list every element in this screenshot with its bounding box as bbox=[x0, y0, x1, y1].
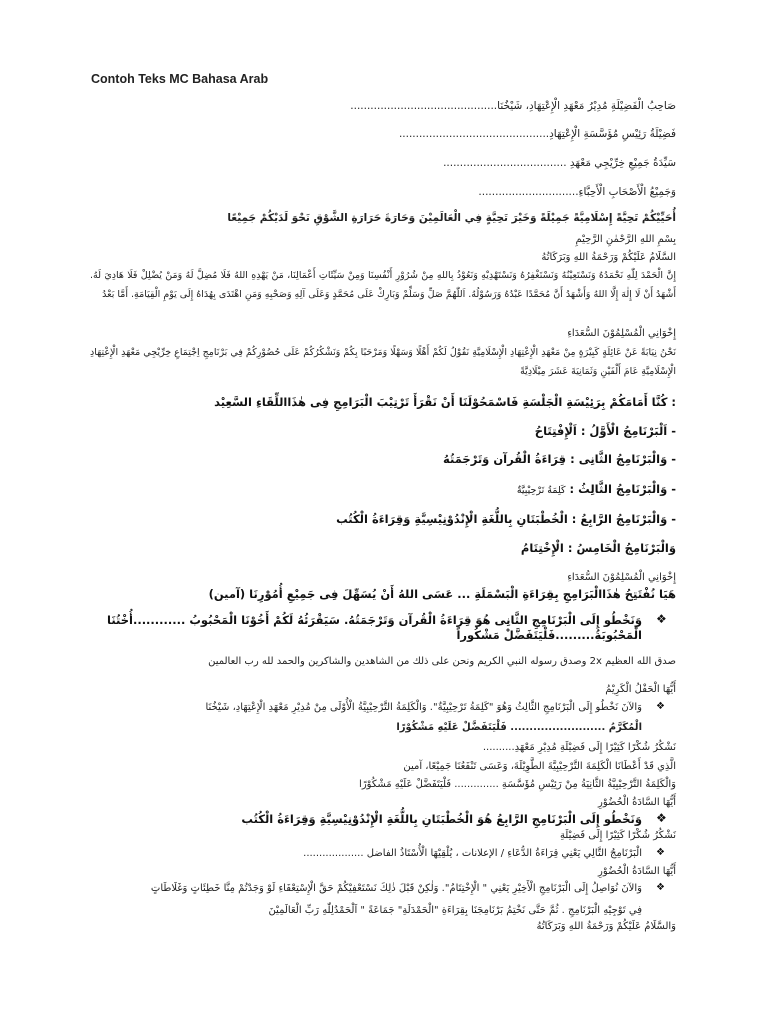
thanks-line: نَشْكُرُ شُكْرًا كَثِيْرًا إِلَى فَضِيْلَةِ bbox=[559, 830, 676, 841]
welcome-paragraph: نَحْنُ نِيَابَةً عَنْ عَائِلَةٍ كَبِيْرَةٍ مِنْ مَعْهَدِ الْإِعْتِهَادِ الْإِسْلَامِيَّةِ نَقُوْلُ لَكُمْ أَهْلًا وَسَهْلًا وَمَرْحَبًا بِكُمْ وَنَشْكُرُكُمْ عَلَى حُضُوْرِكُمْ فِي بَرْنَامِجِ اِجْتِمَاعِ خِرِّيْجِي مَعْهَدِ الْإِعْتِهَادِ الْإِسْلَامِيَّةِ عَامَ أَلْفَيْنِ وَثَمَانِيَةَ عَشَرَ مِيْلَادِيَّةً bbox=[90, 347, 676, 377]
closing-announce: وَالآنَ نُوَاصِلُ إِلَى الْبَرْنَامِجِ الْأَخِيْرِ يَعْنِي " الْإِخْتِتَامُ". وَلٰكِنْ قَبْلَ ذٰلِكَ نَسْتَعْفِيْكُمْ حَقَّ الْإِسْتِعْفَاءِ لَوْ وَجَدْتُمْ مِنَّا خَطِئَاتٍ وَغَلَاطَاتٍ bbox=[150, 883, 642, 894]
basmalah: بِسْمِ اللهِ الرَّحْمٰنِ الرَّحِيْمِ bbox=[575, 234, 676, 245]
second-speech: وَالْكَلِمَةُ التَّرْحِيْبِيَّةُ الثَّانِيَةُ مِنْ رَئِيْسِ مُؤَسَّسَةِ .............. فَلْيَتَفَضَّلْ عَلَيْهِ مَشْكُوْرًا bbox=[359, 779, 676, 790]
bullet-icon: ❖ bbox=[656, 811, 667, 825]
open-with-basmalah: هَيَا نُفْتَتِحُ هٰذَاالْبَرَامِجِ بِقِرَاءَةِ الْبَسْمَلَةِ ... عَسَى اللهُ أَنْ يُسَهِّلَ فِى جَمِيْعِ أُمُوْرِنَا (آمين) bbox=[208, 587, 676, 601]
bullet-icon: ❖ bbox=[656, 612, 667, 626]
bullet-icon: ❖ bbox=[656, 847, 665, 858]
bullet-icon: ❖ bbox=[656, 882, 665, 893]
salutation-director: صَاحِبُ الْفَضِيْلَةِ مُدِيْرُ مَعْهَدِ الْإِعْتِهَادِ، شَيْخُنَا............................................ bbox=[350, 100, 676, 112]
salam-closing: وَالسَّلَامُ عَلَيْكُمْ وَرَحْمَةُ اللهِ وَبَرَكَاتُهُ bbox=[536, 921, 676, 932]
program-intro: : كُنَّا أَمَامَكُمْ بِرَئِيْسَةِ الْجَلْسَةِ فَاسْمَحُوْلَنَا أَنْ نَقْرَأَ تَرْتِيْبَ الْبَرَامِجِ فِى هٰذَااللِّقَاءِ السَّعِيْد bbox=[214, 395, 676, 409]
bullet-icon: ❖ bbox=[656, 701, 665, 712]
salutation-friends: وَجَمِيْعُ الْأَصْحَابِ الْأَحِبَّاءِ.............................. bbox=[478, 186, 676, 198]
welcome-speech-invite: الْمُكَرَّمُ ......................... فَلْيَتَفَضَّلْ عَلَيْهِ مَشْكُوْرًا bbox=[396, 722, 642, 733]
salutation-alumni: سَيِّدَةُ جَمِيْعِ خِرِّيْجِي مَعْهَدِ ..................................... bbox=[443, 157, 676, 169]
program-4: - وَالْبَرْنَامِجُ الرَّابِعُ : الْخُطْبَتَانِ بِاللُّغَةِ الْإِنْدُوْنِيْسِيَّةِ وَقِرَاءَةُ الْكُتُب bbox=[336, 512, 676, 526]
address-muslims: إِخْوَانِي الْمُسْلِمُوْنَ السُّعَدَاءِ bbox=[567, 328, 676, 339]
page-title: Contoh Teks MC Bahasa Arab bbox=[91, 72, 269, 86]
greeting-line: أُحَيِّيْكُمْ تَحِيَّةً إِسْلَامِيَّةً جَمِيْلَةً وَخَيْرَ تَحِيَّةٍ فِي الْعَالَمِيْنَ وَحَارَةَ حَرَارَةِ الشَّوْقِ نَحْوَ لَدَيْكُمْ جَمِيْعًا bbox=[227, 212, 676, 224]
program-4-announce: وَنَخْطُو إِلَى الْبَرْنَامِجِ الرَّابِعُ هُوَ الْخُطْبَتَانِ بِاللُّغَةِ الْإِنْدُوْنِيْسِيَّةِ وَقِرَاءَةُ الْكُتُب bbox=[241, 812, 642, 826]
welcome-speech-announce: وَالآنَ نَخْطُو إِلَى الْبَرْنَامِجِ الثَّالِثُ وَهُوَ "كَلِمَةُ تَرْحِيْبِيَّةٌ". وَالْكَلِمَةُ التَّرْحِيْبِيَّةُ الْأُوْلَى مِنْ مُدِيْرِ مَعْهَدِ الْإِعْتِهَادِ، شَيْخُنَا bbox=[205, 702, 642, 713]
salam-opening: السَّلَامُ عَلَيْكُمْ وَرَحْمَةُ اللهِ وَبَرَكَاتُهُ bbox=[541, 252, 676, 263]
program-5: وَالْبَرْنَامِجُ الْخَامِسُ : الْإِخْتِتَامُ bbox=[520, 541, 676, 555]
opening-paragraph: إِنَّ الْحَمْدَ لِلّٰهِ نَحْمَدُهُ وَنَسْتَعِيْنُهُ وَنَسْتَغْفِرُهُ وَنَسْتَهْدِيْهِ وَنَعُوْذُ بِاللهِ مِنْ شُرُوْرِ أَنْفُسِنَا وَمِنْ سَيِّئَاتِ أَعْمَالِنَا، مَنْ يَهْدِهِ اللهُ فَلَا مُضِلَّ لَهُ وَمَنْ يُضْلِلْ فَلَا هَادِيَ لَهُ. أَشْهَدُ أَنْ لَا إِلٰهَ إِلَّا اللهُ وَأَشْهَدُ أَنَّ مُحَمَّدًا عَبْدُهُ وَرَسُوْلُهُ. اَللّٰهُمَّ صَلِّ وَسَلِّمْ وَبَارِكْ عَلَى مُحَمَّدٍ وَعَلَى آلِهِ وَصَحْبِهِ وَمَنِ اهْتَدَى بِهُدَاهُ إِلَى يَوْمِ الْقِيَامَةِ. أَمَّا بَعْدُ bbox=[90, 270, 676, 300]
closing-hamdalah: فِي تَوْجِيْهِ الْبَرْنَامِجِ . ثُمَّ حَتَّى نَخْتِمُ بَرْنَامِجَنَا بِقِرَاءَةِ "الْحَمْدَلَةِ" جَمَاعَةً " اَلْحَمْدُلِلّٰهِ رَبِّ الْعَالَمِيْنَ bbox=[268, 905, 642, 916]
quran-reading-announce: وَنَخْطُو إِلَى الْبَرْنَامِجِ الثَّانِى هُوَ قِرَاءَةُ الْقُرآن وَتَرْجَمَتُهُ. سَيَقْرَئُهُ لَكُمْ أَخُوْنَا الْمَحْبُوبُ ............أُخْتُنَا bbox=[107, 613, 642, 627]
program-3-value: كَلِمَةُ تَرْحِيْبِيَّةٌ bbox=[516, 485, 566, 496]
address-audience: أَيُّهَا الْحَفْلُ الْكَرِيْمُ bbox=[605, 684, 676, 695]
address-attendees: أَيُّهَا السَّادَةُ الْحُضُوْرِ bbox=[597, 797, 676, 808]
thanks-director: نَشْكُرُ شُكْرًا كَثِيْرًا إِلَى فَضِيْلَةِ مُدِيْرِ مَعْهَدِ.......... bbox=[482, 742, 676, 753]
program-1: - اَلْبَرْنَامِجُ الْأَوَّلُ : اَلْإِفْتِتَاحُ bbox=[534, 424, 676, 438]
quran-reading-announce-cont: الْمَحْبُوبَةُ.........فَلْيَتَفَضَّلْ مَشْكُوراً bbox=[456, 628, 642, 642]
thanks-speech: الَّذِي قَدْ أَعْطَانَا الْكَلِمَةَ التَّرْحِيْبِيَّةَ الطَّوِيْلَةَ، وَعَسَى تَنْفَعُنَا جَمِيْعًا، آمين bbox=[403, 761, 676, 772]
address-muslims-2: إِخْوَانِي الْمُسْلِمُوْنَ السُّعَدَاءِ bbox=[567, 572, 676, 583]
prayer-announce: الْبَرْنَامِجُ التَّالِي يَعْنِي قِرَاءَةُ الدُّعَاءِ / الإعلانات ، يُلْقِيْهَا الْأُسْتَاذُ الفاضل ................... bbox=[303, 848, 642, 859]
program-3-label: - وَالْبَرْنَامِجُ الثَّالِثُ : bbox=[565, 482, 676, 496]
address-attendees-2: أَيُّهَا السَّادَةُ الْحُضُوْرِ bbox=[597, 866, 676, 877]
salutation-foundation-head: فَضِيْلَةُ رَئِيْسِ مُؤَسَّسَةِ الْإِعْتِهَادِ............................................. bbox=[398, 128, 676, 140]
program-3 bbox=[517, 482, 676, 496]
program-2: - وَالْبَرْنَامِجُ الثَّانِى : قِرَاءَةُ الْقُرآن وَتَرْجَمَتُهُ bbox=[443, 452, 676, 466]
sadaqallah-line: صدق الله العظيم 2x وصدق رسوله النبي الكريم ونحن على ذلك من الشاهدين والشاكرين والحمد لله رب العالمين bbox=[208, 656, 676, 667]
